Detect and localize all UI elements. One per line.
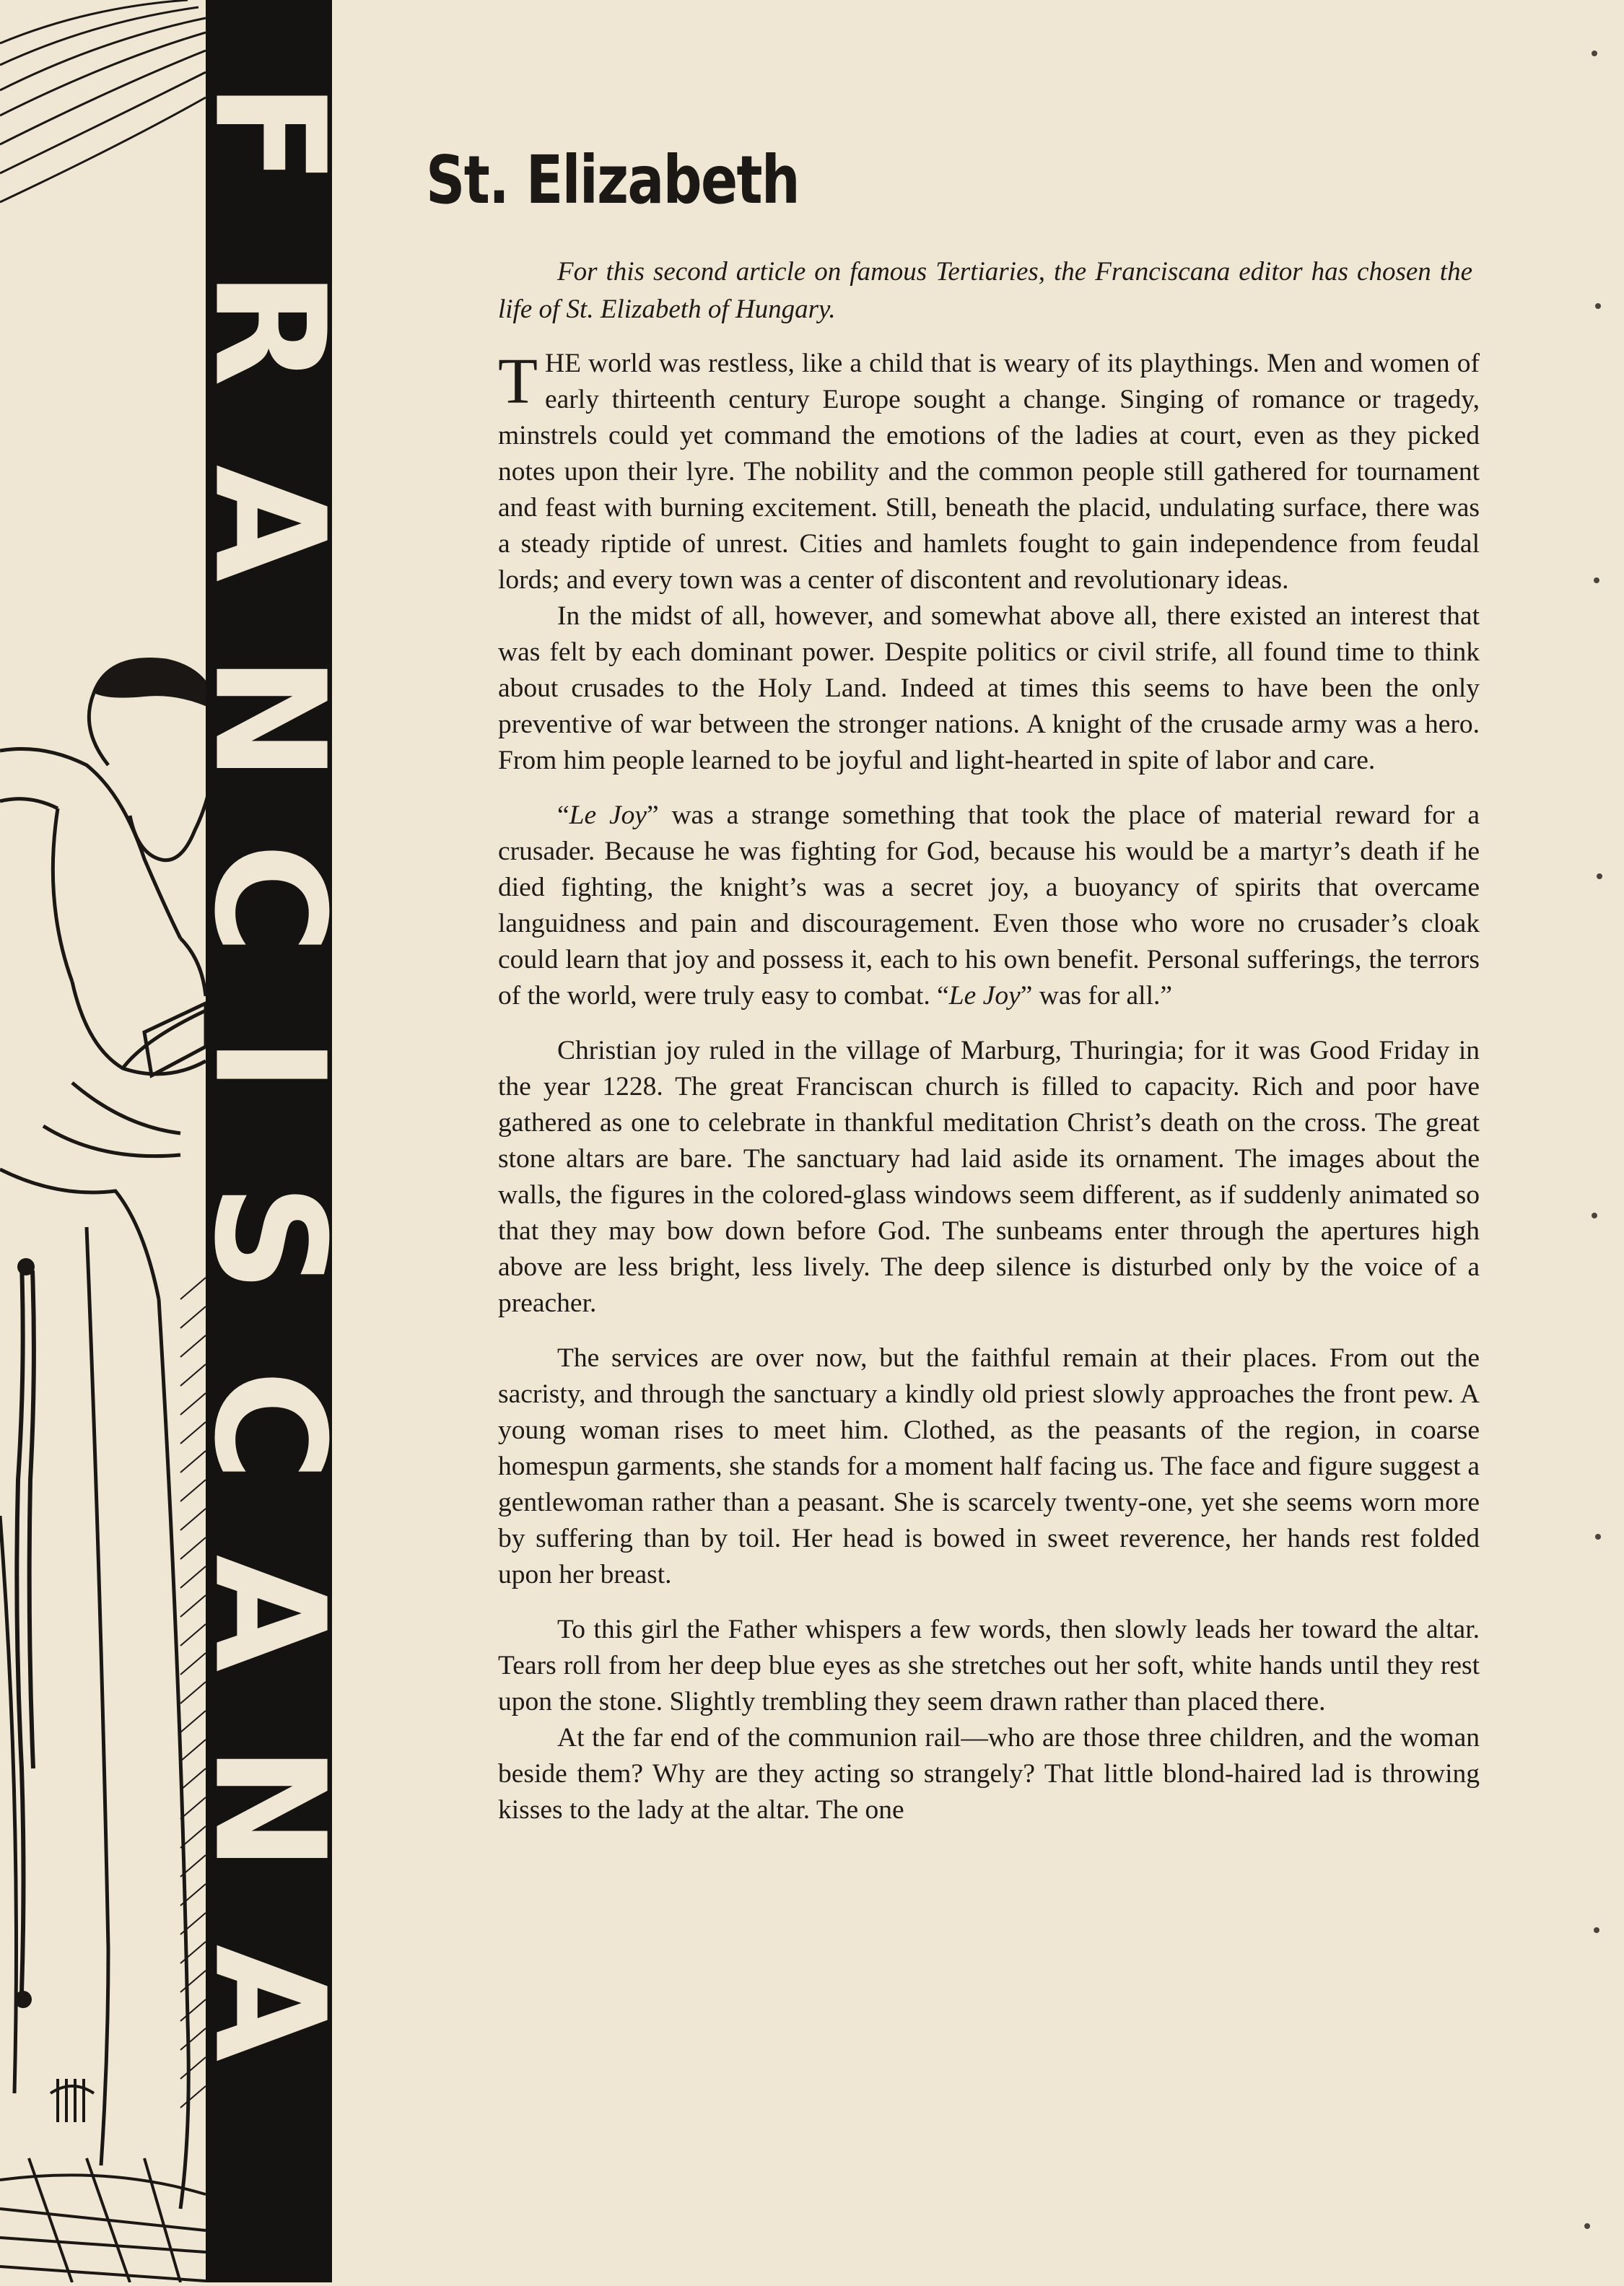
paragraph-7: At the far end of the communion rail—who are those three children, and the woman beside them? Why are they acting so strangely? That little blond-haired lad is throwing kisses to the lady at the altar. The one [498, 1723, 1480, 1825]
page-speck [1594, 577, 1599, 583]
paragraph-3-end: ” was for all.” [1020, 981, 1173, 1011]
drop-cap: T [498, 346, 538, 417]
banner-letter: N [180, 1745, 358, 1872]
page-speck [1594, 1927, 1599, 1933]
page-speck [1595, 1534, 1601, 1540]
franciscana-banner [180, 0, 358, 2282]
paragraph-1 [498, 346, 1480, 598]
banner-letter: R [180, 270, 358, 387]
banner-letter: C [180, 1369, 358, 1482]
banner-letter: A [180, 464, 358, 583]
le-joy-italic: Le Joy [569, 800, 647, 830]
article [426, 130, 1480, 1828]
banner-letter: A [180, 1554, 358, 1672]
page-speck [1592, 51, 1597, 56]
paragraph-5: The services are over now, but the faithful remain at their places. From out the sacristy, and through the sanctuary a kindly old priest slowly approaches the front pew. A young woman rises to meet him. Clothed, as the peasants of the region, in coarse homespun garments, she stands for a moment half facing us. The face and figure suggest a gentlewoman rather than a peasant. She is scarcely twenty-one, yet she seems worn more by suffering than by toil. Her head is bowed in sweet reverence, her hands rest folded upon her breast. [498, 1343, 1480, 1589]
banner-letter: C [180, 842, 358, 955]
paragraph-1-text: HE world was restless, like a child that is weary of its playthings. Men and women of early thirteenth century Europe sought a change. Singing of romance or tragedy, minstrels could yet command the emotions of the ladies at court, even as they picked notes upon their lyre. The nobility and the common people still gathered for tournament and feast with burning excitement. Still, beneath the placid, undulating surface, there was a steady riptide of unrest. Cities and hamlets fought to gain independence from feudal lords; and every town was a center of discontent and revolutionary ideas. [498, 349, 1480, 595]
paragraph-6: To this girl the Father whispers a few words, then slowly leads her toward the altar. Tears roll from her deep blue eyes as she stretches out her soft, white hands until they rest upon the stone. Slightly trembling they seem drawn rather than placed there. [498, 1615, 1480, 1716]
le-joy-italic: Le Joy [948, 981, 1021, 1011]
paragraph-2: In the midst of all, however, and somewhat above all, there existed an interest that was felt by each dominant power. Despite politics or civil strife, all found time to think about crusades to the Holy Land. Indeed at times this seems to have been the only preventive of war between the stronger nations. A knight of the crusade army was a hero. From him people learned to be joyful and light-hearted in spite of labor and care. [498, 601, 1480, 775]
banner-letter: S [180, 1183, 358, 1293]
article-intro: For this second article on famous Tertiaries, the Franciscana editor has chosen the life of St. Elizabeth of Hungary. [498, 257, 1472, 324]
page-speck [1597, 873, 1602, 879]
page-speck [1584, 2223, 1590, 2229]
banner-letter: N [180, 655, 358, 782]
page-speck [1592, 1213, 1597, 1218]
paragraph-4: Christian joy ruled in the village of Marburg, Thuringia; for it was Good Friday in the year 1228. The great Franciscan church is filled to capacity. Rich and poor have gathered as one to celebrate in thankful meditation Christ’s death on the cross. The great stone altars are bare. The sanctuary had laid aside its ornament. The images about the walls, the figures in the colored-glass windows seem different, as if suddenly animated so that they may bow down before God. The sunbeams enter through the apertures high above are less bright, less lively. The deep silence is disturbed only by the voice of a preacher. [498, 1036, 1480, 1318]
banner-letter: F [180, 82, 358, 186]
banner-letter: I [180, 1036, 358, 1094]
banner-letter: A [180, 1944, 358, 2062]
paragraph-3 [498, 798, 1480, 1014]
paragraph-3-mid: ” was a strange something that took the place of material reward for a crusader. Because he was fighting for God, because his would be a martyr’s death if he died fighting, the knight’s was a secret joy, a buoyancy of spirits that overcame languidness and pain and discouragement. Even those who wore no crusader’s cloak could learn that joy and possess it, each to his own benefit. Personal sufferings, the terrors of the world, were truly easy to combat. “ [498, 800, 1480, 1011]
paragraph-3-open: “ [557, 800, 569, 830]
page-speck [1595, 303, 1601, 309]
article-title: St. Elizabeth [426, 141, 800, 219]
